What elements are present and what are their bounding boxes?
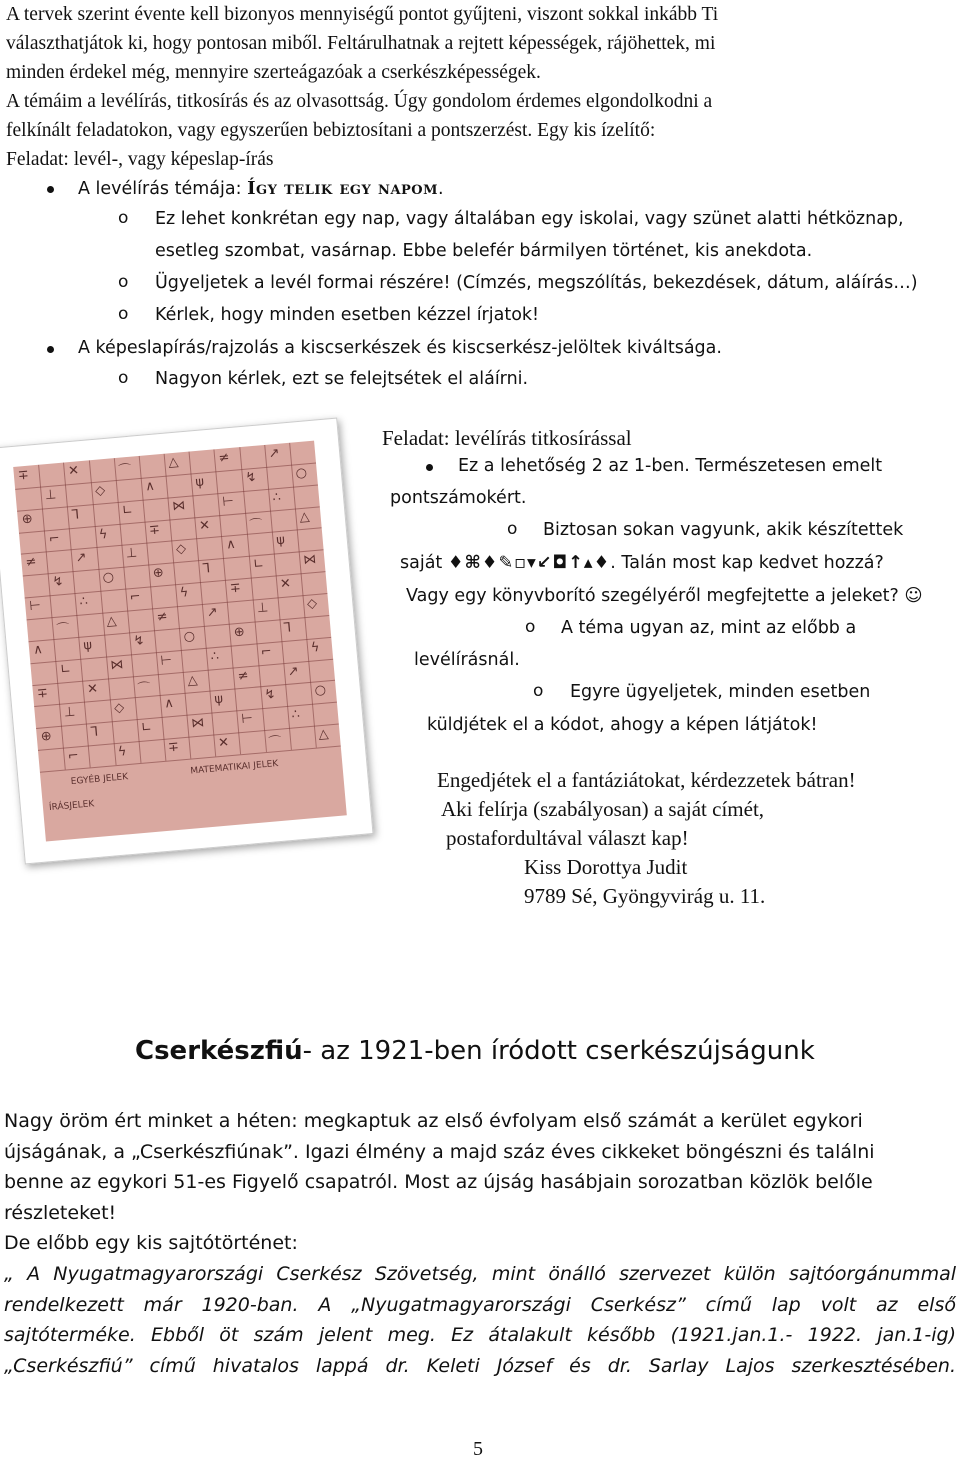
handwritten-symbol-icon: ↗ xyxy=(75,550,88,567)
handwritten-symbol-icon: ⌒ xyxy=(137,680,152,697)
article-paragraph xyxy=(4,1106,875,1259)
handwritten-symbol-icon: ⌐ xyxy=(67,748,80,765)
handwritten-symbol-icon: ∓ xyxy=(36,685,49,702)
handwritten-symbol-icon: ✕ xyxy=(67,463,80,480)
handwritten-symbol-icon: ⅂ xyxy=(90,724,99,741)
letter-theme: Így telik egy napom xyxy=(247,178,439,199)
handwritten-symbol-icon: ∧ xyxy=(144,478,156,495)
handwritten-symbol-icon: ⊕ xyxy=(21,511,34,528)
handwritten-symbol-icon: ≠ xyxy=(156,609,169,626)
handwritten-symbol-icon: ◇ xyxy=(113,700,125,717)
sub-bullet-marker: o xyxy=(525,617,536,637)
handwritten-symbol-icon: ↗ xyxy=(268,445,281,462)
handwritten-symbol-icon: ∟ xyxy=(140,720,153,737)
handwritten-symbol-icon: ○ xyxy=(314,682,327,699)
handwritten-symbol-icon: ψ xyxy=(213,692,224,708)
handwritten-symbol-icon: △ xyxy=(317,726,330,743)
handwritten-symbol-icon: ⊥ xyxy=(63,704,76,721)
intro-line: minden érdekel még, mennyire szerteágazóak a cserkészképességek. xyxy=(6,62,541,83)
article-title xyxy=(135,1036,815,1066)
handwritten-symbol-icon: ⅂ xyxy=(71,507,80,523)
task1-bullet-1 xyxy=(78,173,444,206)
sub-bullet-marker: o xyxy=(507,519,518,539)
handwritten-symbol-icon: ✕ xyxy=(217,735,230,752)
text: . Talán most kap kedvet hozzá? xyxy=(610,553,884,573)
task2-heading: Feladat: levélírás titkosírással xyxy=(382,426,632,450)
handwritten-symbol-icon: ⋈ xyxy=(302,552,317,569)
handwritten-symbol-icon: ↯ xyxy=(263,687,277,704)
author-address: 9789 Sé, Gyöngyvirág u. 11. xyxy=(524,884,766,908)
handwritten-symbol-icon: ◇ xyxy=(94,482,106,499)
handwritten-symbol-icon: ϟ xyxy=(179,585,190,602)
cipher-sheet-photo xyxy=(0,418,374,865)
handwritten-symbol-icon: ⊥ xyxy=(125,545,138,562)
author-name: Kiss Dorottya Judit xyxy=(524,855,688,879)
handwritten-symbol-icon: ψ xyxy=(82,637,93,654)
handwritten-symbol-icon: ϟ xyxy=(98,526,109,543)
handwritten-symbol-icon: ⌐ xyxy=(129,589,142,606)
handwritten-symbol-icon: ∓ xyxy=(17,467,30,484)
sub-bullet-marker: o xyxy=(118,272,129,292)
handwritten-symbol-icon: ⌐ xyxy=(260,643,273,660)
handwritten-symbol-icon: ⊥ xyxy=(256,600,269,617)
task2-sub-1-line3: Vagy egy könyvborító szegélyéről megfejtette a jeleket? ☺ xyxy=(406,586,923,606)
handwritten-symbol-icon: ϟ xyxy=(117,744,128,761)
paragraph-line: újságának, a „Cserkészfiúnak”. Igazi élmény a majd száz éves cikkeket böngészni és találni xyxy=(4,1140,875,1163)
task2-sub-3-line2: küldjétek el a kódot, ahogy a képen látjátok! xyxy=(427,715,818,735)
paragraph-line: Nagy öröm ért minket a héten: megkaptuk az első évfolyam első számát a kerület egykori xyxy=(4,1110,863,1132)
handwritten-symbol-icon: ◇ xyxy=(306,596,318,612)
handwritten-symbol-icon: ✕ xyxy=(86,681,99,697)
task1-sub-4: Nagyon kérlek, ezt se felejtsétek el aláírni. xyxy=(155,369,529,389)
handwritten-symbol-icon: △ xyxy=(298,508,311,525)
handwritten-symbol-icon: ∧ xyxy=(163,696,175,713)
cipher-symbols: ♦⌘♦✎▫▾↙◘↑▴♦ xyxy=(447,553,611,573)
article-title-rest: - az 1921-ben íródott cserkészújságunk xyxy=(302,1036,815,1066)
intro-line: felkínált feladatokon, vagy egyszerűen bebiztosítani a pontszerzést. Egy kis ízelítő: xyxy=(6,120,656,141)
task1-sub-2: Ügyeljetek a levél formai részére! (Címzés, megszólítás, bekezdések, dátum, aláírás…) xyxy=(155,273,918,293)
closing-line: Aki felírja (szabályosan) a saját címét, xyxy=(441,797,765,821)
intro-line: választhatjátok ki, hogy pontosan miből. Feltárulhatnak a rejtett képességek, rájöhettek, mi xyxy=(6,33,716,54)
handwritten-symbol-icon: ↯ xyxy=(51,574,65,591)
handwritten-symbol-icon: ∟ xyxy=(252,556,265,573)
handwritten-symbol-icon: ∟ xyxy=(59,661,72,678)
paragraph-line: benne az egykori 51-es Figyelő csapatról. Most az újság hasábjain sorozatban közlök belőle xyxy=(4,1171,873,1193)
task1-bullet-2: A képeslapírás/rajzolás a kiscserkészek és kiscserkész-jelöltek kiváltsága. xyxy=(78,338,722,358)
handwritten-symbol-icon: ⊥ xyxy=(44,487,57,504)
press-history-heading: De előbb egy kis sajtótörténet: xyxy=(4,1232,298,1254)
handwritten-symbol-icon: ∓ xyxy=(148,522,161,538)
paragraph-line: részleteket! xyxy=(4,1201,117,1224)
handwritten-symbol-icon: ⌒ xyxy=(56,621,71,638)
handwritten-symbol-icon: ✕ xyxy=(279,576,292,593)
bullet-dot xyxy=(47,346,54,353)
handwritten-symbol-icon: ψ xyxy=(275,533,286,549)
task1-sub-3: Kérlek, hogy minden esetben kézzel írjatok! xyxy=(155,305,540,325)
photo-label-other-signs: EGYÉB JELEK xyxy=(70,772,129,788)
handwritten-symbol-icon: ∴ xyxy=(290,707,301,723)
task1-sub-1-line1: Ez lehet konkrétan egy nap, vagy általában egy iskolai, vagy szünet alatti hétköznap, xyxy=(155,209,904,229)
handwritten-symbol-icon: ⌒ xyxy=(249,517,264,534)
quote-line: sajtóterméke. Ebből öt szám jelent meg. Ez átalakult később (1921.jan.1.- 1922. jan.1-ig) xyxy=(4,1324,956,1346)
handwritten-symbol-icon: ⊕ xyxy=(233,624,246,641)
closing-line: postafordultával választ kap! xyxy=(446,826,689,850)
photo-label-math-signs: MATEMATIKAI JELEK xyxy=(189,759,279,777)
task2-sub-2-line2: levélírásnál. xyxy=(414,650,520,670)
handwritten-symbol-icon: ○ xyxy=(295,465,308,482)
handwritten-symbol-icon: ○ xyxy=(183,628,196,645)
quote-line: „Cserkészfiú” című hivatalos lappá dr. Keleti József és dr. Sarlay Lajos szerkesztésében. xyxy=(4,1354,956,1377)
sub-bullet-marker: o xyxy=(118,208,129,228)
quote-line: rendelkezett már 1920-ban. A „Nyugatmagyarországi Cserkész” című lap volt az első xyxy=(4,1293,956,1316)
task2-sub-1-line2 xyxy=(400,548,884,580)
handwritten-symbol-icon: ∓ xyxy=(229,580,242,597)
handwritten-symbol-icon: ⅂ xyxy=(202,561,211,578)
handwritten-symbol-icon: ⋈ xyxy=(171,497,186,514)
handwritten-symbol-icon: ⊢ xyxy=(221,493,235,510)
handwritten-symbol-icon: ∧ xyxy=(32,641,44,658)
task2-bullet-line1: Ez a lehetőség 2 az 1-ben. Természetesen emelt xyxy=(458,456,883,476)
handwritten-symbol-icon: ⊕ xyxy=(40,728,53,745)
photo-label-punctuation: ÍRÁSJELEK xyxy=(48,799,95,814)
handwritten-symbol-icon: ⊢ xyxy=(28,598,42,615)
handwritten-symbol-icon: ✕ xyxy=(198,517,211,534)
handwritten-symbol-icon: ⅂ xyxy=(283,620,292,636)
handwritten-symbol-icon: ⋈ xyxy=(190,715,205,732)
quote-line: „ A Nyugatmagyarországi Cserkész Szövetség, mint önálló szervezet külön sajtóorgánummal xyxy=(4,1263,956,1285)
handwritten-symbol-icon: ≠ xyxy=(236,667,250,684)
handwritten-symbol-icon: ⊢ xyxy=(240,711,254,728)
task1-heading: Feladat: levél-, vagy képeslap-írás xyxy=(6,149,274,170)
text: saját xyxy=(400,553,448,573)
handwritten-symbol-icon: ∓ xyxy=(167,739,180,756)
handwritten-symbol-icon: ∴ xyxy=(271,489,282,506)
handwritten-symbol-icon: ↯ xyxy=(244,469,258,486)
handwritten-symbol-icon: ○ xyxy=(102,569,115,586)
task1-sub-1-line2: esetleg szombat, vasárnap. Ebbe belefér bármilyen történet, kis anekdota. xyxy=(155,241,813,261)
handwritten-symbol-icon: ⋈ xyxy=(109,656,124,673)
handwritten-symbol-icon: ↗ xyxy=(206,604,219,621)
task2-sub-1-line1: Biztosan sokan vagyunk, akik készítettek xyxy=(543,520,904,540)
handwritten-symbol-icon: ⌒ xyxy=(268,734,283,751)
task2-sub-2-line1: A téma ugyan az, mint az előbb a xyxy=(561,618,857,638)
handwritten-symbol-icon: ↯ xyxy=(132,633,146,649)
intro-line: A témáim a levélírás, titkosírás és az olvasottság. Úgy gondolom érdemes elgondolkodni a xyxy=(6,91,713,112)
sub-bullet-marker: o xyxy=(118,368,129,388)
bullet-suffix: . xyxy=(438,179,444,199)
handwritten-symbol-icon: ∴ xyxy=(209,648,220,665)
sub-bullet-marker: o xyxy=(533,681,544,701)
handwritten-symbol-icon: ∴ xyxy=(78,594,89,610)
task2-sub-3-line1: Egyre ügyeljetek, minden esetben xyxy=(570,682,871,702)
article-title-bold: Cserkészfiú xyxy=(135,1036,303,1066)
handwritten-symbol-icon: ⊢ xyxy=(159,652,173,669)
handwritten-symbol-icon: ◇ xyxy=(175,541,187,558)
bullet-dot xyxy=(47,186,54,193)
bullet-text: A levélírás témája: xyxy=(78,179,248,199)
handwritten-symbol-icon: △ xyxy=(186,672,199,689)
handwritten-symbol-icon: △ xyxy=(167,454,180,471)
task2-bullet-line2: pontszámokért. xyxy=(390,488,527,508)
closing-line: Engedjétek el a fantáziátokat, kérdezzetek bátran! xyxy=(437,768,856,792)
handwritten-symbol-icon: ≠ xyxy=(24,554,38,571)
article-quote xyxy=(4,1259,956,1381)
cipher-photo-image xyxy=(13,441,347,842)
handwritten-symbol-icon: ⌒ xyxy=(117,462,133,479)
bullet-dot xyxy=(426,464,433,471)
handwritten-symbol-icon: ϟ xyxy=(310,639,321,656)
handwritten-symbol-icon: ∧ xyxy=(225,537,237,554)
handwritten-symbol-icon: ⊕ xyxy=(152,565,165,582)
handwritten-symbol-icon: ⌐ xyxy=(48,530,61,547)
intro-line: A tervek szerint évente kell bizonyos mennyiségű pontot gyűjteni, viszont sokkal inkább Ti xyxy=(6,4,719,25)
handwritten-symbol-icon: △ xyxy=(105,613,118,630)
handwritten-symbol-icon: ∟ xyxy=(121,502,134,519)
page-number: 5 xyxy=(473,1438,483,1460)
handwritten-symbol-icon: ≠ xyxy=(217,450,231,467)
handwritten-symbol-icon: ↗ xyxy=(287,663,300,680)
handwritten-symbol-icon: ψ xyxy=(194,474,205,490)
sub-bullet-marker: o xyxy=(118,304,129,324)
